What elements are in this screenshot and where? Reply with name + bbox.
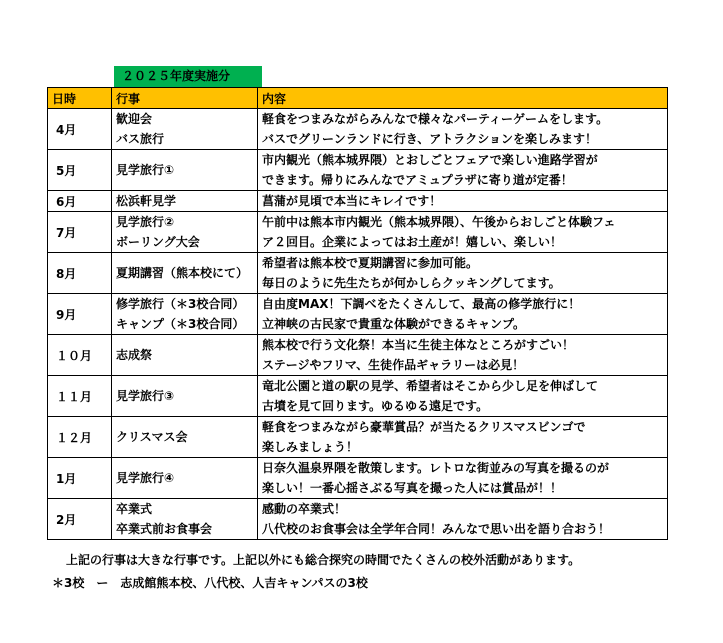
month-cell: 5月 (48, 150, 112, 191)
event-cell (112, 458, 258, 499)
content-cell-line: 竜北公園と道の駅の見学、希望者はそこから少し足を伸ばして (262, 379, 599, 393)
table-row (48, 212, 668, 253)
event-cell-line: 見学旅行④ (116, 471, 175, 485)
table-row (48, 499, 668, 540)
month-cell: １１月 (48, 376, 112, 417)
year-banner: ２０２５年度実施分 (114, 66, 262, 87)
content-cell-line: ステージやフリマ、生徒作品ギャラリーは必見！ (262, 358, 525, 372)
month-cell: 7月 (48, 212, 112, 253)
content-cell (258, 335, 668, 376)
event-cell (112, 376, 258, 417)
content-cell (258, 458, 668, 499)
event-cell-line: 見学旅行③ (116, 389, 175, 403)
table-row (48, 458, 668, 499)
event-cell-line: 見学旅行① (116, 163, 175, 177)
content-cell-line: 午前中は熊本市内観光（熊本城界隈）、午後からおしごと体験フェ (262, 215, 616, 229)
content-cell-line: 八代校のお食事会は全学年合同！みんなで思い出を語り合おう！ (262, 522, 611, 536)
content-cell-line: 自由度MAX！下調べをたくさんして、最高の修学旅行に！ (262, 297, 581, 311)
event-cell (112, 253, 258, 294)
content-cell-line: 感動の卒業式！ (262, 502, 347, 516)
event-cell-line: バス旅行 (116, 132, 165, 146)
event-cell-line: 卒業式 (116, 502, 153, 516)
content-cell-line: 楽しい！一番心揺さぶる写真を撮った人には賞品が！！ (262, 481, 563, 495)
event-cell (112, 150, 258, 191)
event-cell-line: キャンプ（＊3校合同） (116, 317, 245, 331)
event-cell (112, 191, 258, 212)
event-cell-line: ボーリング大会 (116, 235, 200, 249)
table-row (48, 294, 668, 335)
content-cell (258, 499, 668, 540)
content-cell-line: 立神峡の古民家で貴重な体験ができるキャンプ。 (262, 317, 526, 331)
content-cell-line: ア２回目。企業によってはお土産が！嬉しい、楽しい！ (262, 235, 563, 249)
event-cell-line: 修学旅行（＊3校合同） (116, 297, 245, 311)
event-cell (112, 499, 258, 540)
event-cell (112, 109, 258, 150)
event-cell-line: 卒業式前お食事会 (116, 522, 213, 536)
table-row (48, 109, 668, 150)
header-content: 内容 (258, 88, 668, 109)
content-cell-line: 熊本校で行う文化祭！本当に生徒主体なところがすごい！ (262, 338, 575, 352)
content-cell (258, 417, 668, 458)
table-row (48, 191, 668, 212)
content-cell-line: 希望者は熊本校で夏期講習に参加可能。 (262, 256, 479, 270)
table-row (48, 376, 668, 417)
month-cell: 2月 (48, 499, 112, 540)
event-cell-line: 夏期講習（熊本校にて） (116, 266, 249, 280)
content-cell-line: 毎日のように先生たちが何かしらクッキングしてます。 (262, 276, 561, 290)
content-cell-line: 軽食をつまみながらみんなで様々なパーティーゲームをします。 (262, 112, 609, 126)
event-cell (112, 417, 258, 458)
event-cell (112, 212, 258, 253)
event-cell (112, 335, 258, 376)
month-cell: 4月 (48, 109, 112, 150)
content-cell (258, 191, 668, 212)
event-cell-line: 志成祭 (116, 348, 153, 362)
content-cell (258, 212, 668, 253)
month-cell: 8月 (48, 253, 112, 294)
table-row (48, 253, 668, 294)
month-cell: 9月 (48, 294, 112, 335)
content-cell (258, 109, 668, 150)
month-cell: １０月 (48, 335, 112, 376)
content-cell-line: 日奈久温泉界隈を散策します。レトロな街並みの写真を撮るのが (262, 461, 610, 475)
event-cell-line: 松浜軒見学 (116, 194, 177, 208)
event-cell-line: 歓迎会 (116, 112, 153, 126)
table-row (48, 417, 668, 458)
content-cell (258, 376, 668, 417)
footnote-three-schools: ＊3校 ー 志成館熊本校、八代校、人吉キャンパスの3校 (52, 576, 368, 590)
table-row (48, 150, 668, 191)
content-cell (258, 150, 668, 191)
content-cell (258, 294, 668, 335)
header-date: 日時 (48, 88, 112, 109)
table-row (48, 335, 668, 376)
month-cell: １２月 (48, 417, 112, 458)
content-cell-line: 菖蒲が見頃で本当にキレイです！ (262, 194, 442, 208)
content-cell-line: 市内観光（熊本城界隈）とおしごとフェアで楽しい進路学習が (262, 153, 598, 167)
header-event: 行事 (112, 88, 258, 109)
month-cell: 1月 (48, 458, 112, 499)
content-cell-line: 楽しみましょう！ (262, 440, 359, 454)
footnote-activities: 上記の行事は大きな行事です。上記以外にも総合探究の時間でたくさんの校外活動があります。 (66, 553, 581, 567)
schedule-table (47, 87, 668, 540)
content-cell-line: できます。帰りにみんなでアミュプラザに寄り道が定番！ (262, 173, 573, 187)
month-cell: 6月 (48, 191, 112, 212)
content-cell-line: バスでグリーンランドに行き、アトラクションを楽しみます！ (262, 132, 598, 146)
event-cell-line: クリスマス会 (116, 430, 188, 444)
content-cell (258, 253, 668, 294)
table-header-row (48, 88, 668, 109)
event-cell-line: 見学旅行② (116, 215, 175, 229)
content-cell-line: 軽食をつまみながら豪華賞品？が当たるクリスマスビンゴで (262, 420, 586, 434)
content-cell-line: 古墳を見て回ります。ゆるゆる遠足です。 (262, 399, 489, 413)
event-cell (112, 294, 258, 335)
